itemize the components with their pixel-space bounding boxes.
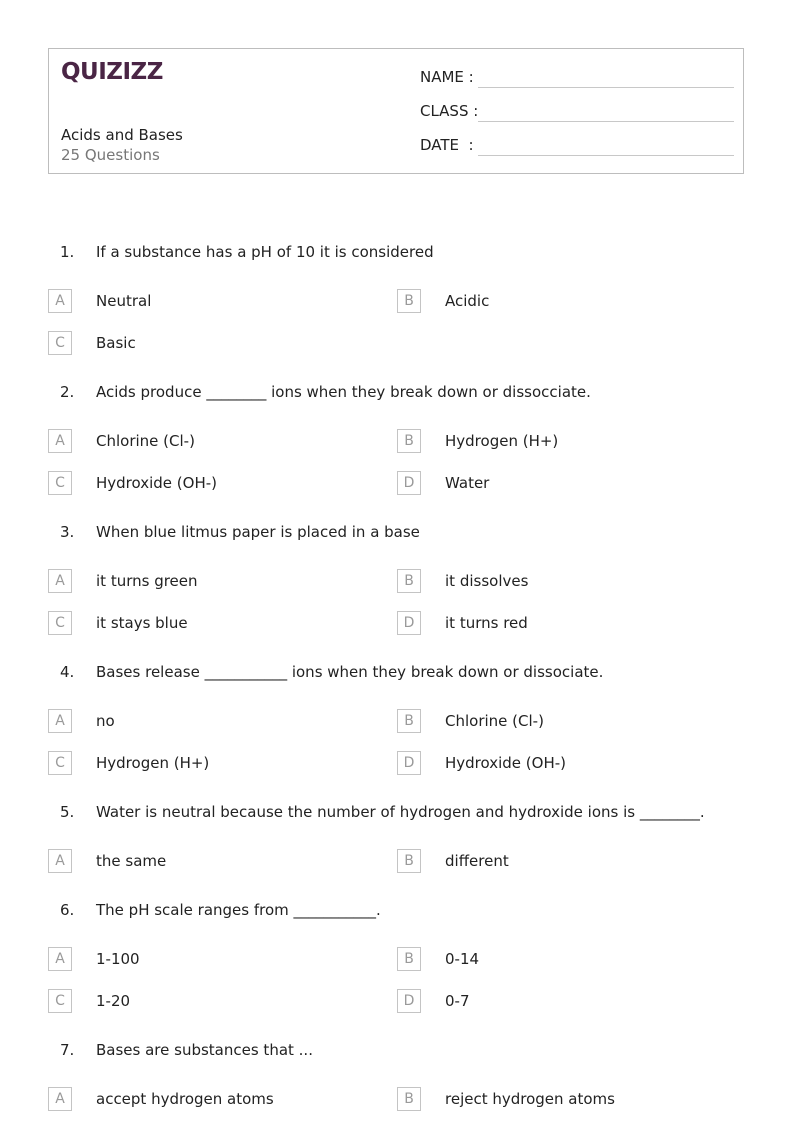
question-number: 3. — [60, 523, 75, 541]
class-line[interactable] — [478, 121, 734, 122]
question-count: 25 Questions — [61, 146, 160, 164]
option-text: 0-14 — [445, 950, 480, 968]
option-letter: C — [48, 751, 72, 775]
option-text: Hydroxide (OH-) — [445, 754, 566, 772]
option-text: accept hydrogen atoms — [96, 1090, 274, 1108]
option-letter: B — [397, 709, 421, 733]
question-text: Bases are substances that ... — [96, 1041, 313, 1059]
option-text: it turns green — [96, 572, 198, 590]
option-text: Basic — [96, 334, 136, 352]
question-number: 5. — [60, 803, 75, 821]
worksheet-header — [48, 48, 744, 174]
question-number: 4. — [60, 663, 75, 681]
option-text: Water — [445, 474, 490, 492]
date-field[interactable] — [420, 134, 734, 156]
option-text: 1-100 — [96, 950, 140, 968]
question-text: If a substance has a pH of 10 it is considered — [96, 243, 434, 261]
name-line[interactable] — [478, 87, 734, 88]
option-letter: A — [48, 569, 72, 593]
option-text: 0-7 — [445, 992, 470, 1010]
option-letter: A — [48, 289, 72, 313]
option-text: it stays blue — [96, 614, 188, 632]
name-field[interactable] — [420, 66, 734, 88]
option-letter: C — [48, 989, 72, 1013]
option-text: Acidic — [445, 292, 490, 310]
option-letter: B — [397, 947, 421, 971]
option-text: it dissolves — [445, 572, 529, 590]
option-letter: B — [397, 1087, 421, 1111]
option-text: Chlorine (Cl-) — [96, 432, 195, 450]
option-text: Neutral — [96, 292, 152, 310]
option-letter: A — [48, 1087, 72, 1111]
option-text: Chlorine (Cl-) — [445, 712, 544, 730]
option-letter: C — [48, 611, 72, 635]
class-label: CLASS : — [420, 102, 479, 120]
question-number: 2. — [60, 383, 75, 401]
date-label: DATE : — [420, 136, 474, 154]
option-letter: C — [48, 331, 72, 355]
option-letter: B — [397, 289, 421, 313]
question-number: 7. — [60, 1041, 75, 1059]
option-text: reject hydrogen atoms — [445, 1090, 615, 1108]
question-text: Bases release ___________ ions when they break down or dissociate. — [96, 663, 604, 681]
question-text: When blue litmus paper is placed in a base — [96, 523, 420, 541]
option-letter: D — [397, 751, 421, 775]
option-letter: B — [397, 429, 421, 453]
option-letter: A — [48, 849, 72, 873]
option-letter: A — [48, 947, 72, 971]
option-text: the same — [96, 852, 167, 870]
question-number: 1. — [60, 243, 75, 261]
worksheet-title: Acids and Bases — [61, 126, 183, 144]
option-letter: D — [397, 611, 421, 635]
option-text: different — [445, 852, 509, 870]
question-text: Water is neutral because the number of hydrogen and hydroxide ions is ________. — [96, 803, 705, 821]
option-letter: B — [397, 569, 421, 593]
date-line[interactable] — [478, 155, 734, 156]
option-letter: C — [48, 471, 72, 495]
option-text: no — [96, 712, 115, 730]
question-number: 6. — [60, 901, 75, 919]
question-text: The pH scale ranges from ___________. — [96, 901, 381, 919]
option-text: 1-20 — [96, 992, 131, 1010]
name-label: NAME : — [420, 68, 474, 86]
option-text: Hydrogen (H+) — [96, 754, 210, 772]
option-text: it turns red — [445, 614, 528, 632]
option-text: Hydrogen (H+) — [445, 432, 559, 450]
option-letter: B — [397, 849, 421, 873]
option-letter: D — [397, 989, 421, 1013]
question-text: Acids produce ________ ions when they break down or dissocciate. — [96, 383, 591, 401]
class-field[interactable] — [420, 100, 734, 122]
quizizz-logo: QUIZIZZ — [61, 59, 163, 85]
option-letter: A — [48, 709, 72, 733]
option-letter: A — [48, 429, 72, 453]
option-letter: D — [397, 471, 421, 495]
option-text: Hydroxide (OH-) — [96, 474, 217, 492]
